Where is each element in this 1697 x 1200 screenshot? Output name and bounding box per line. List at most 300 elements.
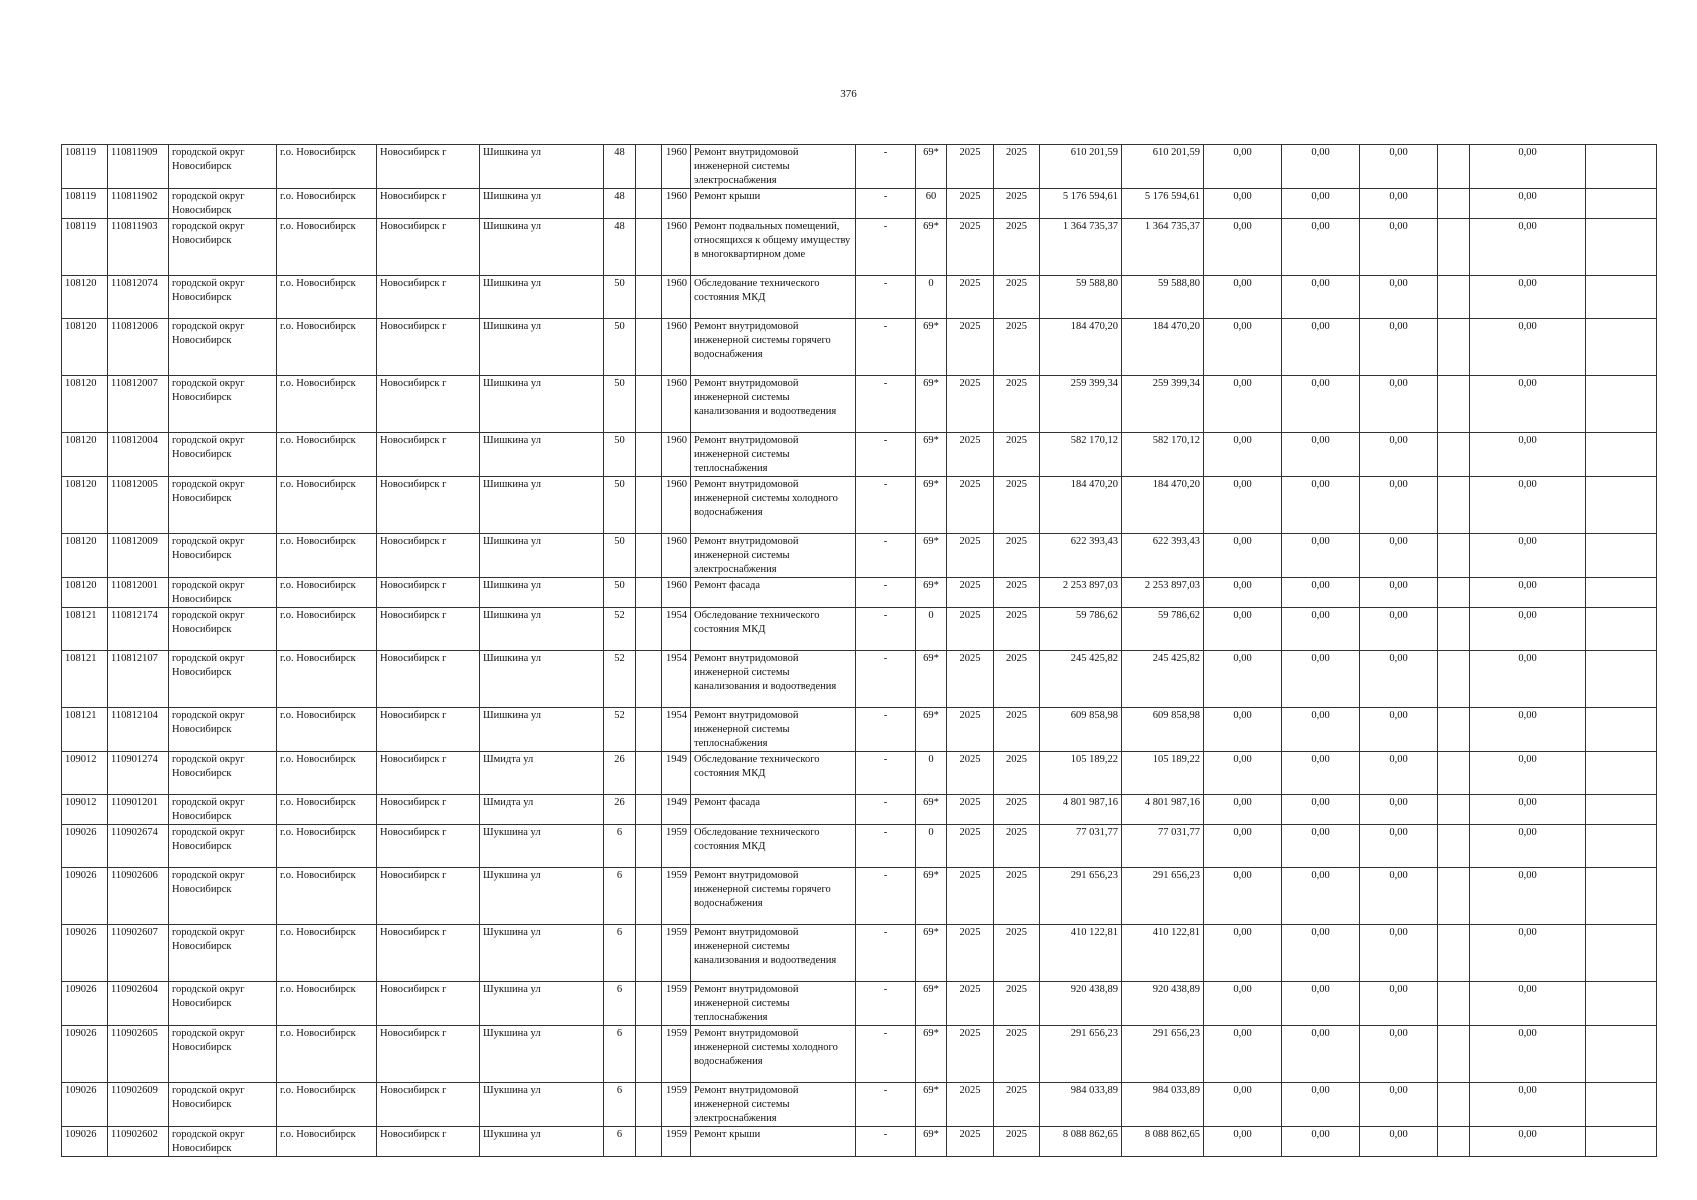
- cell-dash: -: [856, 433, 916, 477]
- cell-y1: 2025: [947, 477, 994, 534]
- cell-id: 108121: [62, 608, 108, 651]
- cell-code: 110812004: [108, 433, 169, 477]
- page-number: 376: [840, 88, 857, 100]
- cell-a: 0,00: [1204, 651, 1282, 708]
- cell-code: 110812174: [108, 608, 169, 651]
- cell-id: 109026: [62, 868, 108, 925]
- cell-city: Новосибирск г: [377, 651, 480, 708]
- cell-mo: г.о. Новосибирск: [277, 608, 377, 651]
- cell-work: Ремонт крыши: [691, 189, 856, 219]
- cell-y2: 2025: [994, 1127, 1040, 1157]
- cell-dash: -: [856, 145, 916, 189]
- cell-y2: 2025: [994, 477, 1040, 534]
- cell-b: 0,00: [1282, 708, 1360, 752]
- cell-corp: [636, 982, 662, 1026]
- cell-year: 1959: [662, 868, 691, 925]
- cell-work: Ремонт фасада: [691, 795, 856, 825]
- cell-code: 110902605: [108, 1026, 169, 1083]
- cell-corp: [636, 925, 662, 982]
- cell-house: 52: [604, 651, 636, 708]
- table-row: [62, 868, 1657, 925]
- cell-b: 0,00: [1282, 752, 1360, 795]
- cell-b: 0,00: [1282, 219, 1360, 276]
- cell-corp: [636, 825, 662, 868]
- cell-b: 0,00: [1282, 276, 1360, 319]
- cell-sum1: 984 033,89: [1040, 1083, 1122, 1127]
- cell-sum2: 8 088 862,65: [1122, 1127, 1204, 1157]
- table-row: [62, 825, 1657, 868]
- cell-corp: [636, 752, 662, 795]
- cell-corp: [636, 319, 662, 376]
- cell-sum2: 609 858,98: [1122, 708, 1204, 752]
- table-row: [62, 1083, 1657, 1127]
- cell-year: 1960: [662, 534, 691, 578]
- cell-b: 0,00: [1282, 825, 1360, 868]
- cell-house: 6: [604, 925, 636, 982]
- cell-district: городской округ Новосибирск: [169, 708, 277, 752]
- cell-corp: [636, 219, 662, 276]
- cell-code: 110812007: [108, 376, 169, 433]
- cell-y1: 2025: [947, 752, 994, 795]
- cell-street: Шукшина ул: [480, 868, 604, 925]
- cell-code: 110812005: [108, 477, 169, 534]
- table-row: [62, 795, 1657, 825]
- cell-code: 110812009: [108, 534, 169, 578]
- cell-district: городской округ Новосибирск: [169, 276, 277, 319]
- cell-work: Обследование технического состояния МКД: [691, 276, 856, 319]
- cell-e: 0,00: [1470, 189, 1586, 219]
- cell-y2: 2025: [994, 534, 1040, 578]
- cell-f: [1586, 276, 1657, 319]
- cell-dash: -: [856, 795, 916, 825]
- cell-pct: 69*: [916, 578, 947, 608]
- cell-district: городской округ Новосибирск: [169, 925, 277, 982]
- cell-e: 0,00: [1470, 925, 1586, 982]
- cell-pct: 69*: [916, 708, 947, 752]
- cell-c: 0,00: [1360, 1127, 1438, 1157]
- cell-year: 1949: [662, 752, 691, 795]
- cell-y2: 2025: [994, 982, 1040, 1026]
- cell-mo: г.о. Новосибирск: [277, 145, 377, 189]
- cell-d: [1438, 982, 1470, 1026]
- cell-pct: 69*: [916, 534, 947, 578]
- cell-city: Новосибирск г: [377, 1083, 480, 1127]
- cell-y1: 2025: [947, 825, 994, 868]
- cell-house: 50: [604, 376, 636, 433]
- cell-code: 110811909: [108, 145, 169, 189]
- cell-street: Шишкина ул: [480, 219, 604, 276]
- cell-sum2: 259 399,34: [1122, 376, 1204, 433]
- cell-c: 0,00: [1360, 219, 1438, 276]
- cell-y1: 2025: [947, 145, 994, 189]
- cell-f: [1586, 319, 1657, 376]
- cell-district: городской округ Новосибирск: [169, 1127, 277, 1157]
- cell-city: Новосибирск г: [377, 795, 480, 825]
- cell-house: 6: [604, 868, 636, 925]
- cell-corp: [636, 578, 662, 608]
- cell-code: 110811903: [108, 219, 169, 276]
- cell-c: 0,00: [1360, 608, 1438, 651]
- cell-c: 0,00: [1360, 795, 1438, 825]
- cell-work: Ремонт внутридомовой инженерной системы горячего водоснабжения: [691, 319, 856, 376]
- cell-a: 0,00: [1204, 608, 1282, 651]
- cell-c: 0,00: [1360, 708, 1438, 752]
- cell-pct: 69*: [916, 219, 947, 276]
- cell-b: 0,00: [1282, 1127, 1360, 1157]
- cell-c: 0,00: [1360, 925, 1438, 982]
- cell-c: 0,00: [1360, 651, 1438, 708]
- cell-f: [1586, 189, 1657, 219]
- cell-work: Ремонт внутридомовой инженерной системы теплоснабжения: [691, 982, 856, 1026]
- cell-sum1: 410 122,81: [1040, 925, 1122, 982]
- cell-city: Новосибирск г: [377, 825, 480, 868]
- cell-house: 50: [604, 477, 636, 534]
- cell-street: Шмидта ул: [480, 752, 604, 795]
- cell-a: 0,00: [1204, 477, 1282, 534]
- cell-pct: 69*: [916, 1026, 947, 1083]
- cell-sum2: 291 656,23: [1122, 1026, 1204, 1083]
- cell-sum1: 184 470,20: [1040, 477, 1122, 534]
- cell-a: 0,00: [1204, 708, 1282, 752]
- cell-sum1: 245 425,82: [1040, 651, 1122, 708]
- table-row: [62, 651, 1657, 708]
- table-row: [62, 578, 1657, 608]
- table-row: [62, 219, 1657, 276]
- cell-sum1: 8 088 862,65: [1040, 1127, 1122, 1157]
- cell-street: Шишкина ул: [480, 319, 604, 376]
- cell-d: [1438, 825, 1470, 868]
- cell-district: городской округ Новосибирск: [169, 189, 277, 219]
- cell-y1: 2025: [947, 1127, 994, 1157]
- cell-house: 6: [604, 982, 636, 1026]
- cell-year: 1954: [662, 708, 691, 752]
- cell-b: 0,00: [1282, 319, 1360, 376]
- cell-pct: 69*: [916, 145, 947, 189]
- cell-y1: 2025: [947, 276, 994, 319]
- cell-house: 48: [604, 189, 636, 219]
- cell-f: [1586, 534, 1657, 578]
- cell-e: 0,00: [1470, 795, 1586, 825]
- cell-year: 1959: [662, 1127, 691, 1157]
- cell-district: городской округ Новосибирск: [169, 319, 277, 376]
- cell-year: 1959: [662, 1083, 691, 1127]
- cell-street: Шукшина ул: [480, 982, 604, 1026]
- cell-work: Ремонт внутридомовой инженерной системы канализования и водоотведения: [691, 376, 856, 433]
- cell-sum1: 2 253 897,03: [1040, 578, 1122, 608]
- cell-work: Ремонт внутридомовой инженерной системы канализования и водоотведения: [691, 925, 856, 982]
- cell-dash: -: [856, 708, 916, 752]
- cell-district: городской округ Новосибирск: [169, 219, 277, 276]
- cell-f: [1586, 145, 1657, 189]
- cell-corp: [636, 1083, 662, 1127]
- cell-street: Шукшина ул: [480, 825, 604, 868]
- cell-work: Ремонт подвальных помещений, относящихся к общему имуществу в многоквартирном доме: [691, 219, 856, 276]
- cell-y2: 2025: [994, 868, 1040, 925]
- cell-street: Шишкина ул: [480, 477, 604, 534]
- cell-id: 109026: [62, 925, 108, 982]
- cell-a: 0,00: [1204, 433, 1282, 477]
- cell-e: 0,00: [1470, 1026, 1586, 1083]
- cell-id: 109012: [62, 752, 108, 795]
- cell-d: [1438, 219, 1470, 276]
- cell-sum1: 59 786,62: [1040, 608, 1122, 651]
- cell-c: 0,00: [1360, 1026, 1438, 1083]
- table-row: [62, 433, 1657, 477]
- cell-d: [1438, 1083, 1470, 1127]
- cell-dash: -: [856, 376, 916, 433]
- cell-city: Новосибирск г: [377, 276, 480, 319]
- cell-street: Шишкина ул: [480, 651, 604, 708]
- cell-pct: 69*: [916, 319, 947, 376]
- cell-a: 0,00: [1204, 219, 1282, 276]
- cell-house: 6: [604, 1026, 636, 1083]
- cell-year: 1949: [662, 795, 691, 825]
- cell-sum2: 622 393,43: [1122, 534, 1204, 578]
- cell-f: [1586, 825, 1657, 868]
- cell-year: 1960: [662, 433, 691, 477]
- cell-year: 1960: [662, 276, 691, 319]
- cell-pct: 69*: [916, 477, 947, 534]
- table-row: [62, 752, 1657, 795]
- cell-city: Новосибирск г: [377, 578, 480, 608]
- cell-y2: 2025: [994, 795, 1040, 825]
- cell-corp: [636, 868, 662, 925]
- cell-c: 0,00: [1360, 276, 1438, 319]
- cell-corp: [636, 145, 662, 189]
- cell-corp: [636, 534, 662, 578]
- cell-f: [1586, 752, 1657, 795]
- cell-district: городской округ Новосибирск: [169, 752, 277, 795]
- cell-y2: 2025: [994, 219, 1040, 276]
- cell-e: 0,00: [1470, 1127, 1586, 1157]
- table-row: [62, 534, 1657, 578]
- cell-a: 0,00: [1204, 145, 1282, 189]
- cell-id: 109026: [62, 825, 108, 868]
- cell-work: Ремонт внутридомовой инженерной системы электроснабжения: [691, 1083, 856, 1127]
- cell-corp: [636, 1127, 662, 1157]
- cell-city: Новосибирск г: [377, 433, 480, 477]
- cell-city: Новосибирск г: [377, 608, 480, 651]
- table-row: [62, 925, 1657, 982]
- cell-d: [1438, 795, 1470, 825]
- cell-code: 110901274: [108, 752, 169, 795]
- cell-f: [1586, 1127, 1657, 1157]
- cell-d: [1438, 319, 1470, 376]
- table-row: [62, 608, 1657, 651]
- cell-work: Ремонт внутридомовой инженерной системы теплоснабжения: [691, 433, 856, 477]
- cell-y2: 2025: [994, 319, 1040, 376]
- cell-id: 108119: [62, 189, 108, 219]
- cell-house: 50: [604, 578, 636, 608]
- cell-id: 109012: [62, 795, 108, 825]
- cell-work: Ремонт фасада: [691, 578, 856, 608]
- cell-pct: 69*: [916, 868, 947, 925]
- cell-y1: 2025: [947, 578, 994, 608]
- cell-code: 110812006: [108, 319, 169, 376]
- cell-work: Обследование технического состояния МКД: [691, 825, 856, 868]
- cell-pct: 69*: [916, 376, 947, 433]
- cell-city: Новосибирск г: [377, 1127, 480, 1157]
- cell-y2: 2025: [994, 1083, 1040, 1127]
- cell-code: 110901201: [108, 795, 169, 825]
- cell-dash: -: [856, 1127, 916, 1157]
- cell-mo: г.о. Новосибирск: [277, 376, 377, 433]
- cell-sum1: 609 858,98: [1040, 708, 1122, 752]
- cell-c: 0,00: [1360, 534, 1438, 578]
- cell-d: [1438, 1127, 1470, 1157]
- cell-f: [1586, 708, 1657, 752]
- cell-mo: г.о. Новосибирск: [277, 219, 377, 276]
- cell-a: 0,00: [1204, 276, 1282, 319]
- cell-e: 0,00: [1470, 276, 1586, 319]
- cell-sum2: 77 031,77: [1122, 825, 1204, 868]
- cell-district: городской округ Новосибирск: [169, 1083, 277, 1127]
- cell-a: 0,00: [1204, 189, 1282, 219]
- cell-y2: 2025: [994, 752, 1040, 795]
- cell-f: [1586, 1026, 1657, 1083]
- cell-district: городской округ Новосибирск: [169, 868, 277, 925]
- cell-c: 0,00: [1360, 825, 1438, 868]
- cell-district: городской округ Новосибирск: [169, 651, 277, 708]
- cell-e: 0,00: [1470, 982, 1586, 1026]
- cell-sum1: 5 176 594,61: [1040, 189, 1122, 219]
- cell-district: городской округ Новосибирск: [169, 534, 277, 578]
- cell-d: [1438, 752, 1470, 795]
- cell-y2: 2025: [994, 651, 1040, 708]
- cell-c: 0,00: [1360, 433, 1438, 477]
- cell-d: [1438, 608, 1470, 651]
- cell-sum1: 77 031,77: [1040, 825, 1122, 868]
- table-row: [62, 376, 1657, 433]
- cell-d: [1438, 651, 1470, 708]
- table-row: [62, 477, 1657, 534]
- cell-mo: г.о. Новосибирск: [277, 795, 377, 825]
- cell-id: 108120: [62, 376, 108, 433]
- cell-street: Шишкина ул: [480, 708, 604, 752]
- cell-street: Шукшина ул: [480, 1083, 604, 1127]
- cell-f: [1586, 868, 1657, 925]
- cell-e: 0,00: [1470, 433, 1586, 477]
- cell-sum2: 410 122,81: [1122, 925, 1204, 982]
- cell-c: 0,00: [1360, 982, 1438, 1026]
- cell-dash: -: [856, 651, 916, 708]
- cell-y2: 2025: [994, 376, 1040, 433]
- cell-id: 109026: [62, 1127, 108, 1157]
- cell-id: 108120: [62, 477, 108, 534]
- cell-d: [1438, 1026, 1470, 1083]
- cell-work: Ремонт внутридомовой инженерной системы электроснабжения: [691, 534, 856, 578]
- cell-y1: 2025: [947, 433, 994, 477]
- cell-district: городской округ Новосибирск: [169, 433, 277, 477]
- cell-work: Ремонт внутридомовой инженерной системы канализования и водоотведения: [691, 651, 856, 708]
- cell-e: 0,00: [1470, 752, 1586, 795]
- cell-y1: 2025: [947, 708, 994, 752]
- cell-b: 0,00: [1282, 1083, 1360, 1127]
- cell-y1: 2025: [947, 608, 994, 651]
- cell-dash: -: [856, 578, 916, 608]
- cell-district: городской округ Новосибирск: [169, 578, 277, 608]
- cell-sum1: 105 189,22: [1040, 752, 1122, 795]
- cell-mo: г.о. Новосибирск: [277, 319, 377, 376]
- cell-year: 1959: [662, 825, 691, 868]
- cell-sum2: 291 656,23: [1122, 868, 1204, 925]
- cell-house: 48: [604, 145, 636, 189]
- cell-a: 0,00: [1204, 1083, 1282, 1127]
- cell-year: 1954: [662, 651, 691, 708]
- cell-street: Шишкина ул: [480, 189, 604, 219]
- cell-dash: -: [856, 319, 916, 376]
- cell-e: 0,00: [1470, 608, 1586, 651]
- cell-c: 0,00: [1360, 752, 1438, 795]
- cell-b: 0,00: [1282, 868, 1360, 925]
- cell-street: Шишкина ул: [480, 433, 604, 477]
- cell-d: [1438, 578, 1470, 608]
- cell-house: 6: [604, 825, 636, 868]
- cell-c: 0,00: [1360, 868, 1438, 925]
- cell-c: 0,00: [1360, 1083, 1438, 1127]
- cell-f: [1586, 982, 1657, 1026]
- cell-a: 0,00: [1204, 534, 1282, 578]
- cell-city: Новосибирск г: [377, 534, 480, 578]
- cell-e: 0,00: [1470, 708, 1586, 752]
- cell-mo: г.о. Новосибирск: [277, 534, 377, 578]
- cell-a: 0,00: [1204, 319, 1282, 376]
- cell-sum2: 184 470,20: [1122, 477, 1204, 534]
- cell-f: [1586, 1083, 1657, 1127]
- cell-d: [1438, 534, 1470, 578]
- cell-street: Шукшина ул: [480, 925, 604, 982]
- cell-house: 52: [604, 608, 636, 651]
- cell-district: городской округ Новосибирск: [169, 608, 277, 651]
- cell-year: 1959: [662, 982, 691, 1026]
- cell-id: 109026: [62, 1026, 108, 1083]
- cell-sum1: 622 393,43: [1040, 534, 1122, 578]
- cell-corp: [636, 795, 662, 825]
- cell-d: [1438, 708, 1470, 752]
- cell-e: 0,00: [1470, 376, 1586, 433]
- cell-pct: 69*: [916, 433, 947, 477]
- cell-y2: 2025: [994, 708, 1040, 752]
- cell-c: 0,00: [1360, 477, 1438, 534]
- cell-district: городской округ Новосибирск: [169, 376, 277, 433]
- cell-year: 1960: [662, 477, 691, 534]
- cell-f: [1586, 219, 1657, 276]
- cell-a: 0,00: [1204, 1127, 1282, 1157]
- cell-sum1: 291 656,23: [1040, 1026, 1122, 1083]
- cell-sum2: 5 176 594,61: [1122, 189, 1204, 219]
- cell-dash: -: [856, 219, 916, 276]
- cell-id: 108119: [62, 145, 108, 189]
- cell-pct: 0: [916, 608, 947, 651]
- cell-sum1: 4 801 987,16: [1040, 795, 1122, 825]
- cell-sum2: 184 470,20: [1122, 319, 1204, 376]
- cell-city: Новосибирск г: [377, 319, 480, 376]
- cell-b: 0,00: [1282, 477, 1360, 534]
- cell-sum1: 291 656,23: [1040, 868, 1122, 925]
- cell-street: Шишкина ул: [480, 145, 604, 189]
- cell-y1: 2025: [947, 795, 994, 825]
- cell-y2: 2025: [994, 825, 1040, 868]
- cell-corp: [636, 608, 662, 651]
- cell-district: городской округ Новосибирск: [169, 1026, 277, 1083]
- cell-house: 6: [604, 1083, 636, 1127]
- cell-c: 0,00: [1360, 145, 1438, 189]
- cell-sum1: 920 438,89: [1040, 982, 1122, 1026]
- cell-city: Новосибирск г: [377, 868, 480, 925]
- table-row: [62, 708, 1657, 752]
- cell-c: 0,00: [1360, 376, 1438, 433]
- cell-city: Новосибирск г: [377, 145, 480, 189]
